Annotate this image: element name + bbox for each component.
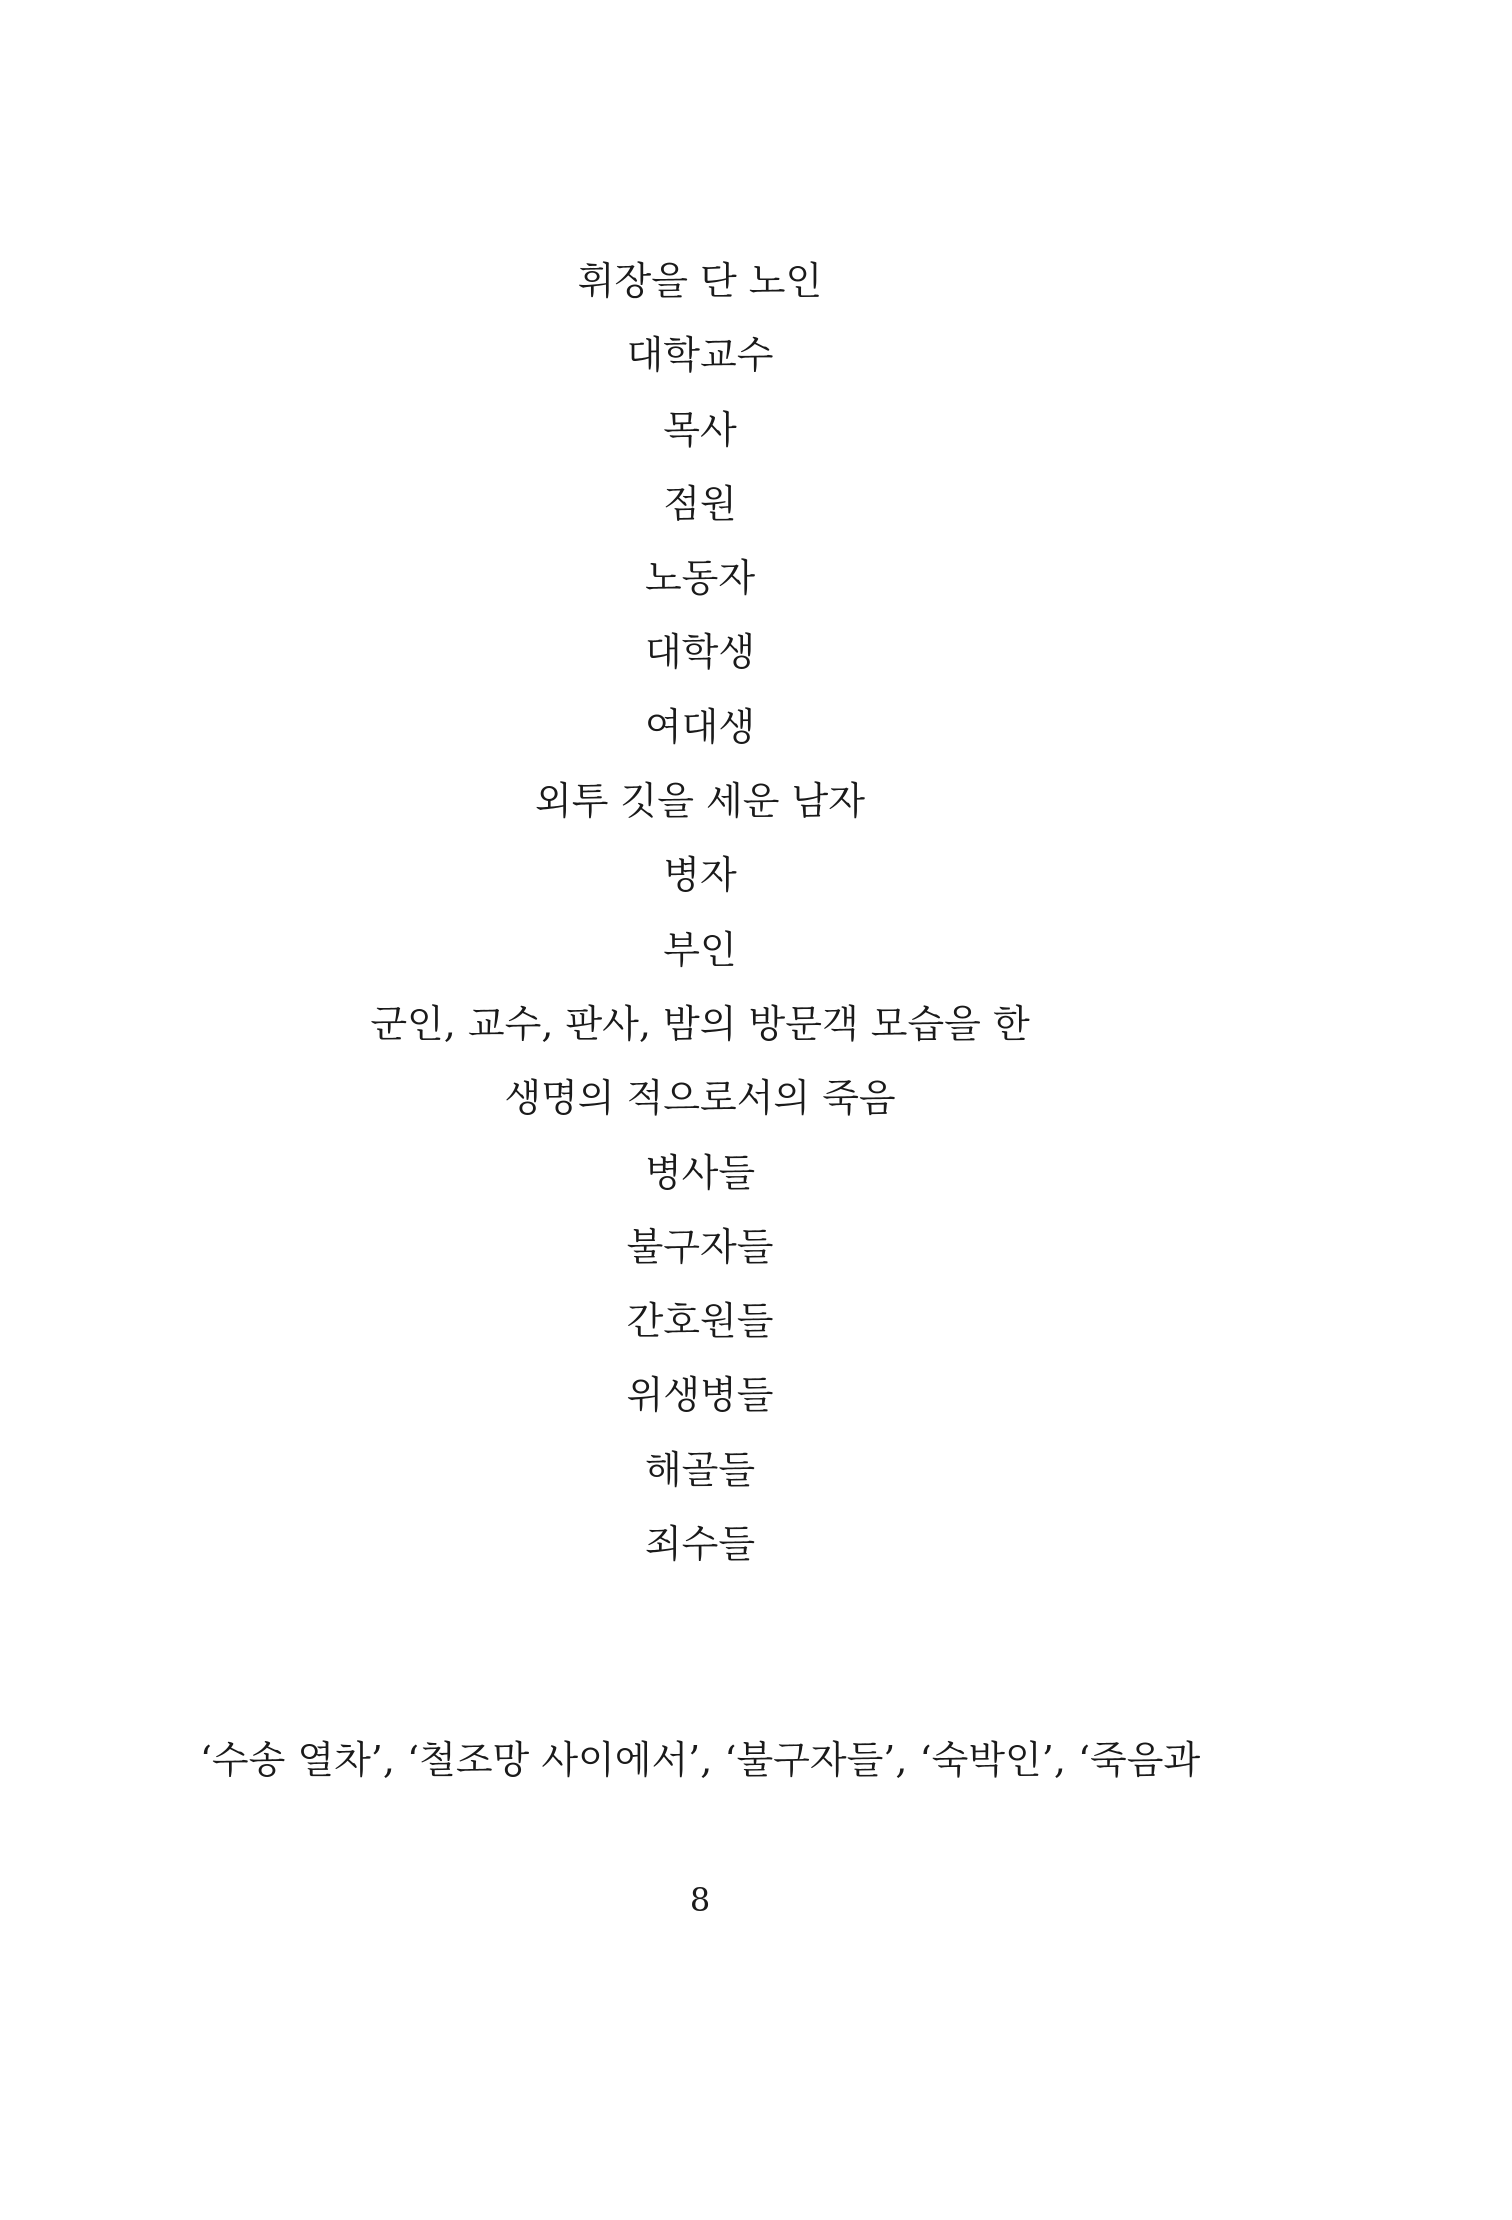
cast-item: 외투 깃을 세운 남자 <box>535 779 865 824</box>
cast-item: 목사 <box>663 407 737 452</box>
cast-item: 점원 <box>663 481 737 526</box>
cast-item: 죄수들 <box>644 1522 756 1567</box>
cast-item: 여대생 <box>644 704 756 749</box>
cast-item: 간호원들 <box>626 1299 774 1344</box>
cast-item: 군인, 교수, 판사, 밤의 방문객 모습을 한 <box>370 1001 1030 1046</box>
page-number: 8 <box>689 1881 711 1919</box>
cast-item: 병자 <box>663 853 737 898</box>
scene-titles-line: ‘수송 열차’, ‘철조망 사이에서’, ‘불구자들’, ‘숙박인’, ‘죽음과 <box>199 1738 1201 1782</box>
cast-item: 병사들 <box>644 1150 756 1195</box>
cast-item: 부인 <box>663 927 737 972</box>
cast-item: 노동자 <box>644 556 756 601</box>
cast-item: 불구자들 <box>626 1224 774 1269</box>
cast-item: 대학교수 <box>626 333 774 378</box>
cast-item: 생명의 적으로서의 죽음 <box>504 1076 896 1121</box>
cast-item: 휘장을 단 노인 <box>577 259 823 303</box>
cast-item: 해골들 <box>644 1447 756 1492</box>
cast-item: 대학생 <box>644 630 756 675</box>
cast-list <box>0 244 1400 1581</box>
cast-item: 위생병들 <box>626 1373 774 1418</box>
